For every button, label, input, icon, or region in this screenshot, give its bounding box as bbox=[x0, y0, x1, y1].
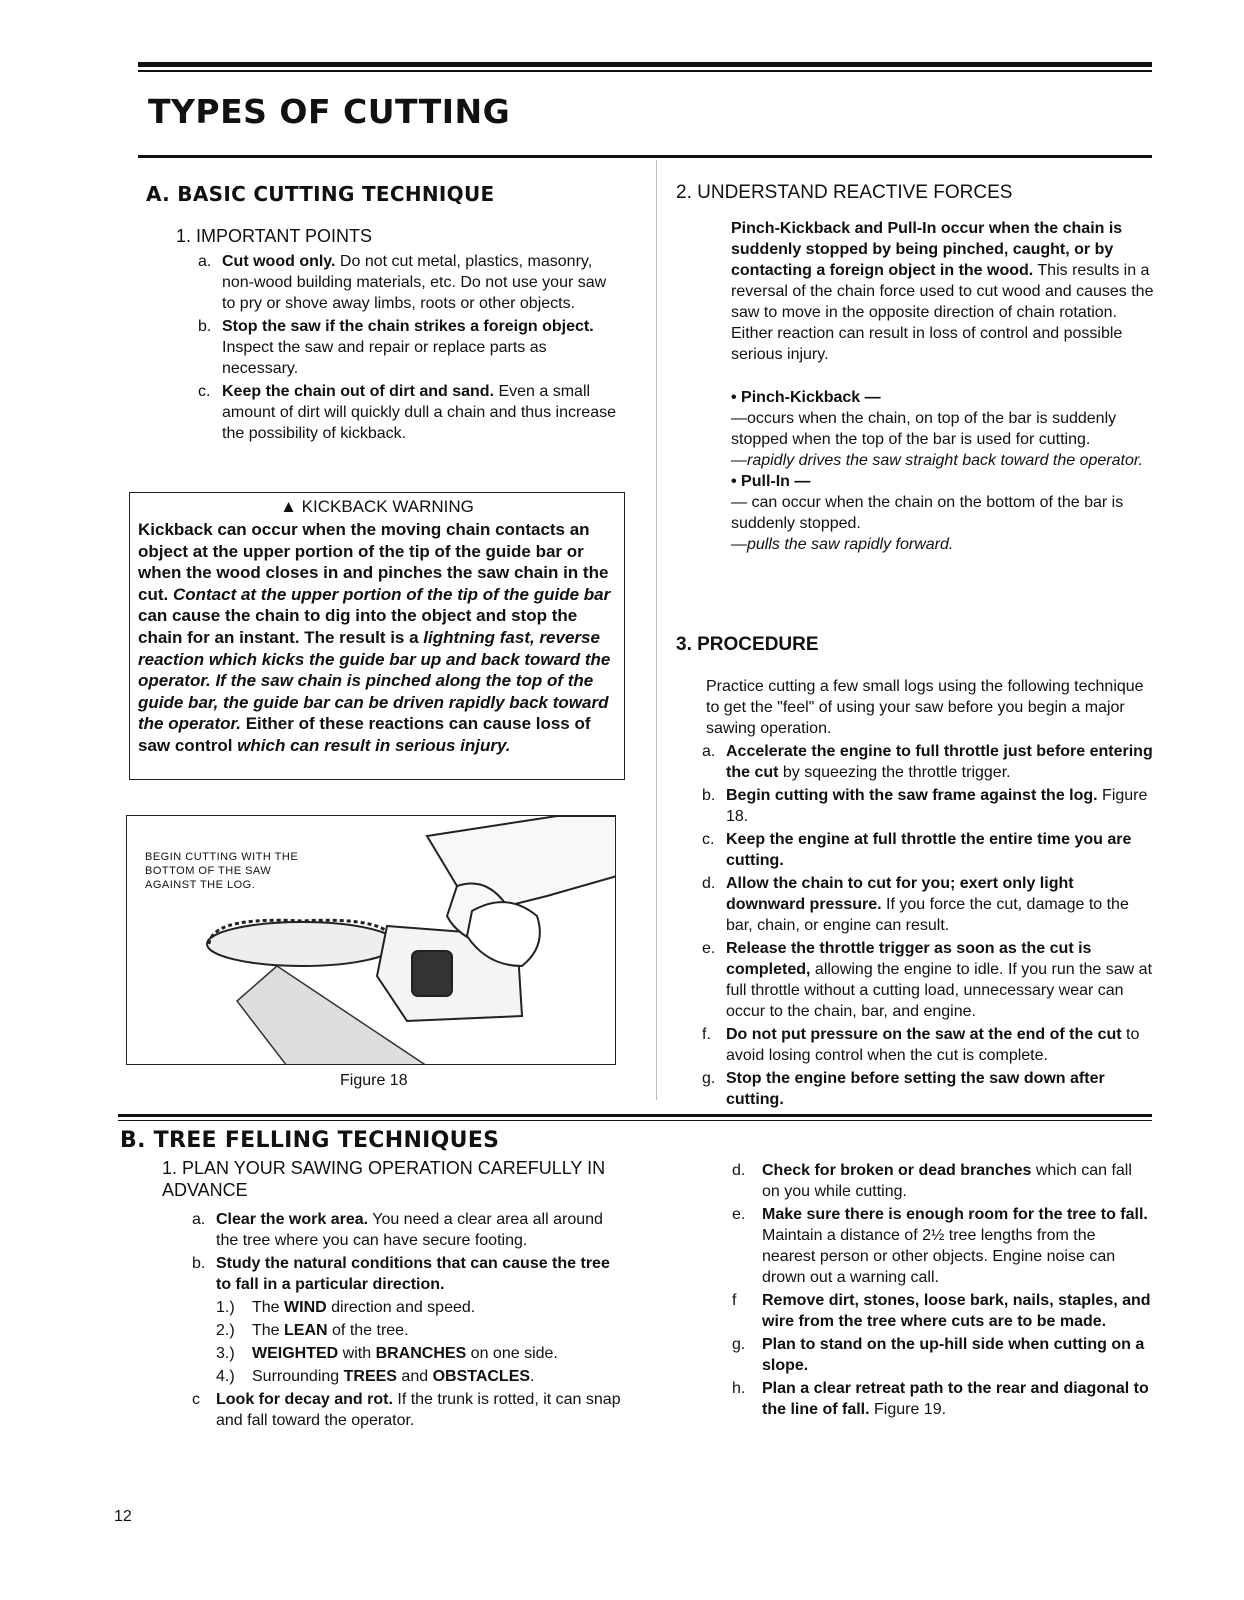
list-item: b. Begin cutting with the saw frame against the log. Figure 18. bbox=[702, 787, 1148, 825]
column-divider bbox=[656, 160, 657, 1100]
top-rule-thin bbox=[138, 70, 1152, 72]
kickback-warning-heading bbox=[138, 497, 616, 517]
list-item: b. Study the natural conditions that can cause the tree to fall in a particular direction. bbox=[192, 1255, 610, 1293]
list-item: e. Make sure there is enough room for the tree to fall. Maintain a distance of 2½ tree lengths from the nearest person or other objects. Engine noise can drown out a warning call. bbox=[732, 1206, 1148, 1286]
list-item: g. Stop the engine before setting the saw down after cutting. bbox=[702, 1070, 1105, 1108]
list-item: 1.) The WIND direction and speed. bbox=[216, 1299, 476, 1316]
list-item: c Look for decay and rot. If the trunk is rotted, it can snap and fall toward the operator. bbox=[192, 1391, 621, 1429]
plan-list-left bbox=[192, 1209, 622, 1431]
page-title: TYPES OF CUTTING bbox=[148, 92, 511, 131]
pinch-kickback-desc-2: —rapidly drives the saw straight back toward the operator. bbox=[731, 452, 1144, 469]
chainsaw-illustration bbox=[127, 816, 616, 1065]
reactive-forces-title: 2. UNDERSTAND REACTIVE FORCES bbox=[676, 182, 1013, 203]
procedure-section bbox=[676, 634, 1154, 1112]
list-item: f Remove dirt, stones, loose bark, nails, staples, and wire from the tree where cuts are to be made. bbox=[732, 1292, 1151, 1330]
pull-in-title: • Pull-In — bbox=[731, 473, 811, 490]
chain-bar bbox=[207, 922, 397, 966]
important-points-title: 1. IMPORTANT POINTS bbox=[176, 226, 373, 246]
pinch-kickback-title: • Pinch-Kickback — bbox=[731, 389, 881, 406]
section-a-title: A. BASIC CUTTING TECHNIQUE bbox=[146, 182, 495, 206]
procedure-intro: Practice cutting a few small logs using the following technique to get the "feel" of using your saw before you begin a major sawing operation. bbox=[706, 678, 1144, 737]
list-item: 2.) The LEAN of the tree. bbox=[216, 1322, 409, 1339]
section-b bbox=[120, 1128, 640, 1433]
section-b-title: B. TREE FELLING TECHNIQUES bbox=[120, 1128, 500, 1153]
list-item: d. Allow the chain to cut for you; exert only light downward pressure. If you force the cut, damage to the bar, chain, or engine can result. bbox=[702, 875, 1129, 934]
reactive-forces-body bbox=[731, 218, 1154, 555]
list-item: e. Release the throttle trigger as soon as the cut is completed, allowing the engine to idle. If you run the saw at full throttle without a cutting load, unnecessary wear can occur to the chain, bar, and engine. bbox=[702, 940, 1153, 1020]
reactive-intro: Pinch-Kickback and Pull-In occur when the chain is suddenly stopped by being pinched, caught, or by contacting a foreign object in the wood. This results in a reversal of the chain force used to cut wood and causes the saw to move in the opposite direction of chain rotation. Either reaction can result in loss of control and possible serious injury. bbox=[731, 220, 1154, 363]
list-item: a. Accelerate the engine to full throttle just before entering the cut by squeezing the throttle trigger. bbox=[702, 743, 1153, 781]
list-item: c. Keep the engine at full throttle the entire time you are cutting. bbox=[702, 831, 1132, 869]
kickback-warning-box bbox=[129, 492, 625, 780]
list-item: d. Check for broken or dead branches which can fall on you while cutting. bbox=[732, 1162, 1132, 1200]
figure-18-caption: Figure 18 bbox=[340, 1072, 408, 1089]
list-item: 3.) WEIGHTED with BRANCHES on one side. bbox=[216, 1345, 558, 1362]
list-item: g. Plan to stand on the up-hill side when cutting on a slope. bbox=[732, 1336, 1145, 1374]
top-rule-thick bbox=[138, 62, 1152, 67]
list-item: a. Cut wood only. Do not cut metal, plastics, masonry, non-wood building materials, etc. Do not use your saw to pry or shove away limbs, roots or other objects. bbox=[198, 253, 607, 312]
plan-title: 1. PLAN YOUR SAWING OPERATION CAREFULLY IN ADVANCE bbox=[162, 1158, 606, 1200]
figure-18-illustration bbox=[126, 815, 616, 1065]
reactive-forces-section bbox=[676, 182, 1154, 555]
list-item: c. Keep the chain out of dirt and sand. Even a small amount of dirt will quickly dull a chain and thus increase the possibility of kickback. bbox=[198, 383, 616, 442]
important-points-list bbox=[198, 251, 618, 444]
figure-label: BEGIN CUTTING WITH THE BOTTOM OF THE SAW AGAINST THE LOG. bbox=[145, 851, 299, 891]
warning-triangle-icon: ▲ bbox=[280, 497, 297, 516]
list-item: b. Stop the saw if the chain strikes a foreign object. Inspect the saw and repair or replace parts as necessary. bbox=[198, 318, 594, 377]
list-item: f. Do not put pressure on the saw at the end of the cut to avoid losing control when the cut is complete. bbox=[702, 1026, 1140, 1064]
section-b-rule-thin bbox=[118, 1120, 1152, 1121]
conditions-list bbox=[216, 1297, 622, 1387]
pull-in-desc-2: —pulls the saw rapidly forward. bbox=[731, 536, 954, 553]
kickback-warning-title: KICKBACK WARNING bbox=[301, 497, 474, 516]
list-item: 4.) Surrounding TREES and OBSTACLES. bbox=[216, 1368, 535, 1385]
list-item: h. Plan a clear retreat path to the rear and diagonal to the line of fall. Figure 19. bbox=[732, 1380, 1149, 1418]
procedure-title: 3. PROCEDURE bbox=[676, 634, 819, 655]
section-b-rule-thick bbox=[118, 1114, 1152, 1117]
pull-in-desc-1: — can occur when the chain on the bottom of the bar is suddenly stopped. bbox=[731, 494, 1124, 532]
title-rule bbox=[138, 155, 1152, 158]
plan-list-right bbox=[732, 1160, 1152, 1422]
section-a bbox=[146, 182, 626, 446]
pinch-kickback-desc-1: —occurs when the chain, on top of the bar is suddenly stopped when the top of the bar is used for cutting. bbox=[731, 410, 1117, 448]
page-number: 12 bbox=[114, 1508, 132, 1525]
procedure-list bbox=[702, 741, 1154, 1110]
kickback-warning-text: Kickback can occur when the moving chain contacts an object at the upper portion of the tip of the guide bar or when the wood closes in and pinches the saw chain in the cut. Contact at the upper portion of the tip of the guide bar can cause the chain to dig into the object and stop the chain for an instant. The result is a lightning fast, reverse reaction which kicks the guide bar up and back toward the operator. If the saw chain is pinched along the top of the guide bar, the guide bar can be driven rapidly back toward the operator. Either of these reactions can cause loss of saw control which can result in serious injury. bbox=[138, 520, 611, 755]
list-item: a. Clear the work area. You need a clear area all around the tree where you can have secure footing. bbox=[192, 1211, 603, 1249]
